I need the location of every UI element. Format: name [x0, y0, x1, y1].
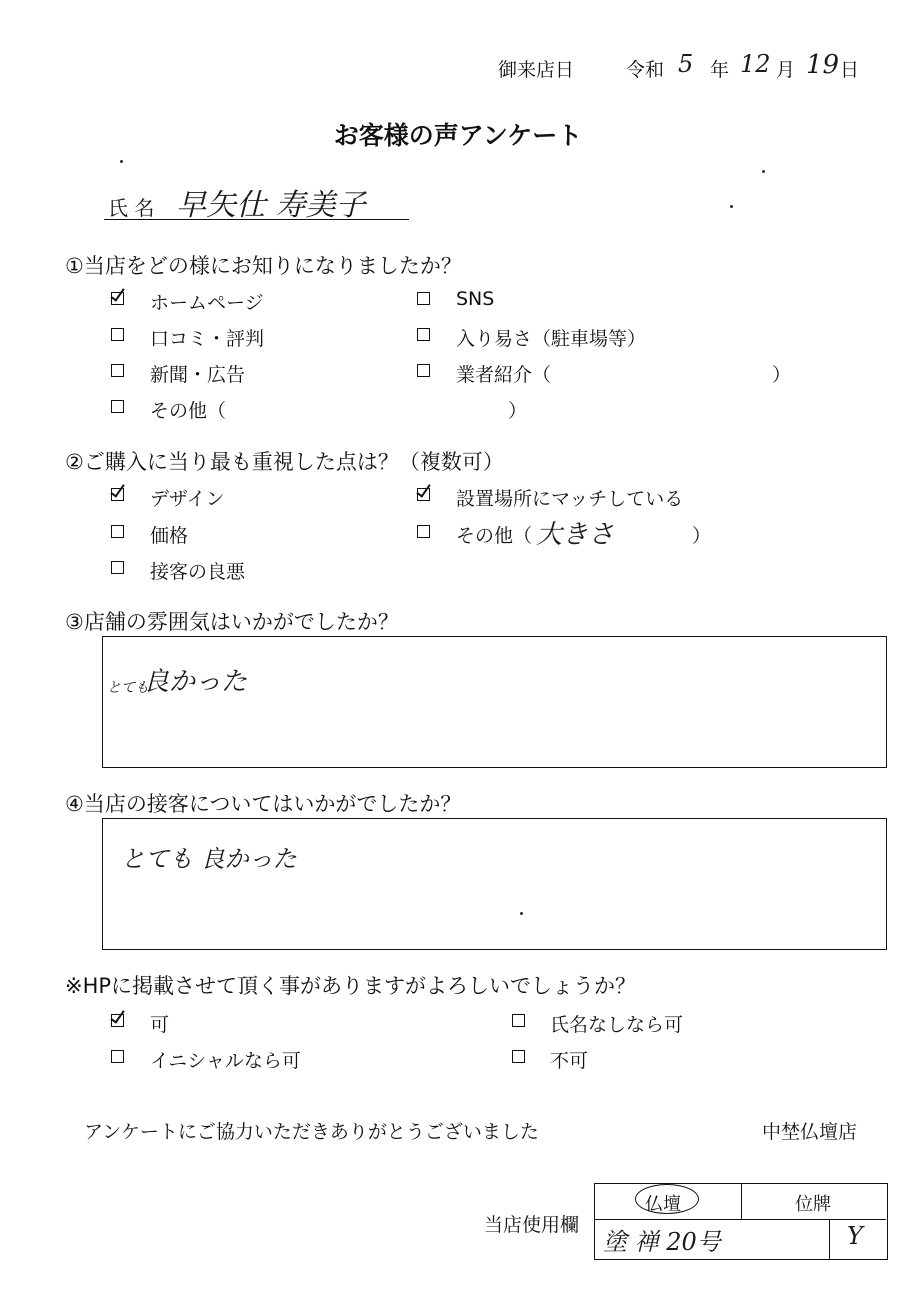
store-name: 中埜仏壇店	[762, 1121, 858, 1143]
q4-question: ④当店の接客についてはいかがでしたか？	[65, 792, 462, 816]
hp-option-no-name: 氏名なしなら可	[550, 1014, 684, 1036]
year-unit: 年	[710, 59, 730, 81]
scan-speck	[730, 205, 733, 208]
q4-answer: とても 良かった	[121, 845, 297, 873]
scan-speck	[120, 160, 123, 163]
visit-month: 12	[740, 50, 771, 78]
table-col-divider	[741, 1184, 742, 1219]
office-col-butsudan: 仏壇	[645, 1194, 681, 1215]
checkbox-sns[interactable]	[417, 292, 430, 305]
q1-option-homepage: ホームページ	[150, 292, 264, 314]
scan-speck	[762, 170, 765, 173]
office-note: 塗 禅 20号	[603, 1228, 721, 1256]
q1-option-word-of-mouth: 口コミ・評判	[150, 328, 265, 350]
circle-mark	[635, 1184, 699, 1214]
q2-option-design: デザイン	[150, 488, 225, 510]
q3-answer-box[interactable]	[102, 636, 887, 768]
checkbox-service[interactable]	[111, 561, 124, 574]
office-mark: Y	[847, 1222, 863, 1250]
checkbox-homepage[interactable]	[111, 292, 124, 305]
q1-other-close-paren: ）	[508, 400, 528, 422]
q1-option-newspaper: 新聞・広告	[150, 364, 246, 386]
checkbox-other[interactable]	[111, 400, 124, 413]
thanks-message: アンケートにご協力いただきありがとうございました	[84, 1121, 539, 1143]
checkbox-hp-ok[interactable]	[111, 1014, 124, 1027]
checkbox-word-of-mouth[interactable]	[111, 328, 124, 341]
q1-option-accessibility: 入り易さ（駐車場等）	[456, 328, 647, 350]
hp-option-no: 不可	[550, 1050, 589, 1072]
q1-option-referral: 業者紹介（	[456, 364, 552, 386]
q1-option-other: その他（	[150, 400, 227, 422]
visit-year: 5	[678, 50, 694, 78]
checkbox-accessibility[interactable]	[417, 328, 430, 341]
office-col-ihai: 位牌	[795, 1194, 831, 1215]
era-label: 令和	[626, 59, 665, 81]
q1-option-sns: SNS	[456, 288, 495, 310]
day-unit: 日	[840, 59, 860, 81]
visit-day: 19	[806, 50, 840, 80]
q2-other-close-paren: ）	[692, 525, 712, 547]
q1-referral-close-paren: ）	[772, 364, 792, 386]
hp-option-initials: イニシャルなら可	[150, 1050, 301, 1072]
q3-answer: 良かった	[143, 667, 248, 697]
name-label: 氏 名	[108, 196, 155, 220]
checkbox-q2-other[interactable]	[417, 525, 430, 538]
page-title: お客様の声アンケート	[333, 121, 583, 150]
month-unit: 月	[776, 59, 796, 81]
checkbox-design[interactable]	[111, 488, 124, 501]
name-underline	[104, 219, 409, 220]
checkbox-newspaper[interactable]	[111, 364, 124, 377]
q2-option-placement: 設置場所にマッチしている	[456, 488, 684, 510]
q4-answer-box[interactable]	[102, 818, 887, 950]
table-col-divider-bottom	[829, 1219, 830, 1259]
checkbox-hp-no-name[interactable]	[512, 1014, 525, 1027]
checkbox-hp-no[interactable]	[512, 1050, 525, 1063]
q2-option-other: その他（	[456, 525, 533, 547]
q2-question: ②ご購入に当り最も重視した点は？（複数可）	[65, 450, 504, 474]
checkbox-price[interactable]	[111, 525, 124, 538]
q3-answer-prefix: とても	[107, 680, 149, 696]
office-use-label: 当店使用欄	[484, 1214, 580, 1236]
name-value: 早矢仕 寿美子	[176, 188, 366, 223]
checkbox-referral[interactable]	[417, 364, 430, 377]
checkbox-placement[interactable]	[417, 488, 430, 501]
hp-question: ※HPに掲載させて頂く事がありますがよろしいでしょうか？	[65, 974, 637, 998]
q2-other-value: 大きさ	[536, 520, 615, 550]
office-use-table	[594, 1183, 888, 1260]
checkbox-hp-initials[interactable]	[111, 1050, 124, 1063]
table-row-divider	[595, 1219, 886, 1220]
q3-question: ③店舗の雰囲気はいかがでしたか？	[65, 610, 399, 634]
q2-option-price: 価格	[150, 525, 189, 547]
hp-option-ok: 可	[150, 1014, 170, 1036]
q1-question: ①当店をどの様にお知りになりましたか？	[65, 254, 462, 278]
q2-option-service: 接客の良悪	[150, 561, 246, 583]
visit-date-label: 御来店日	[498, 59, 575, 81]
